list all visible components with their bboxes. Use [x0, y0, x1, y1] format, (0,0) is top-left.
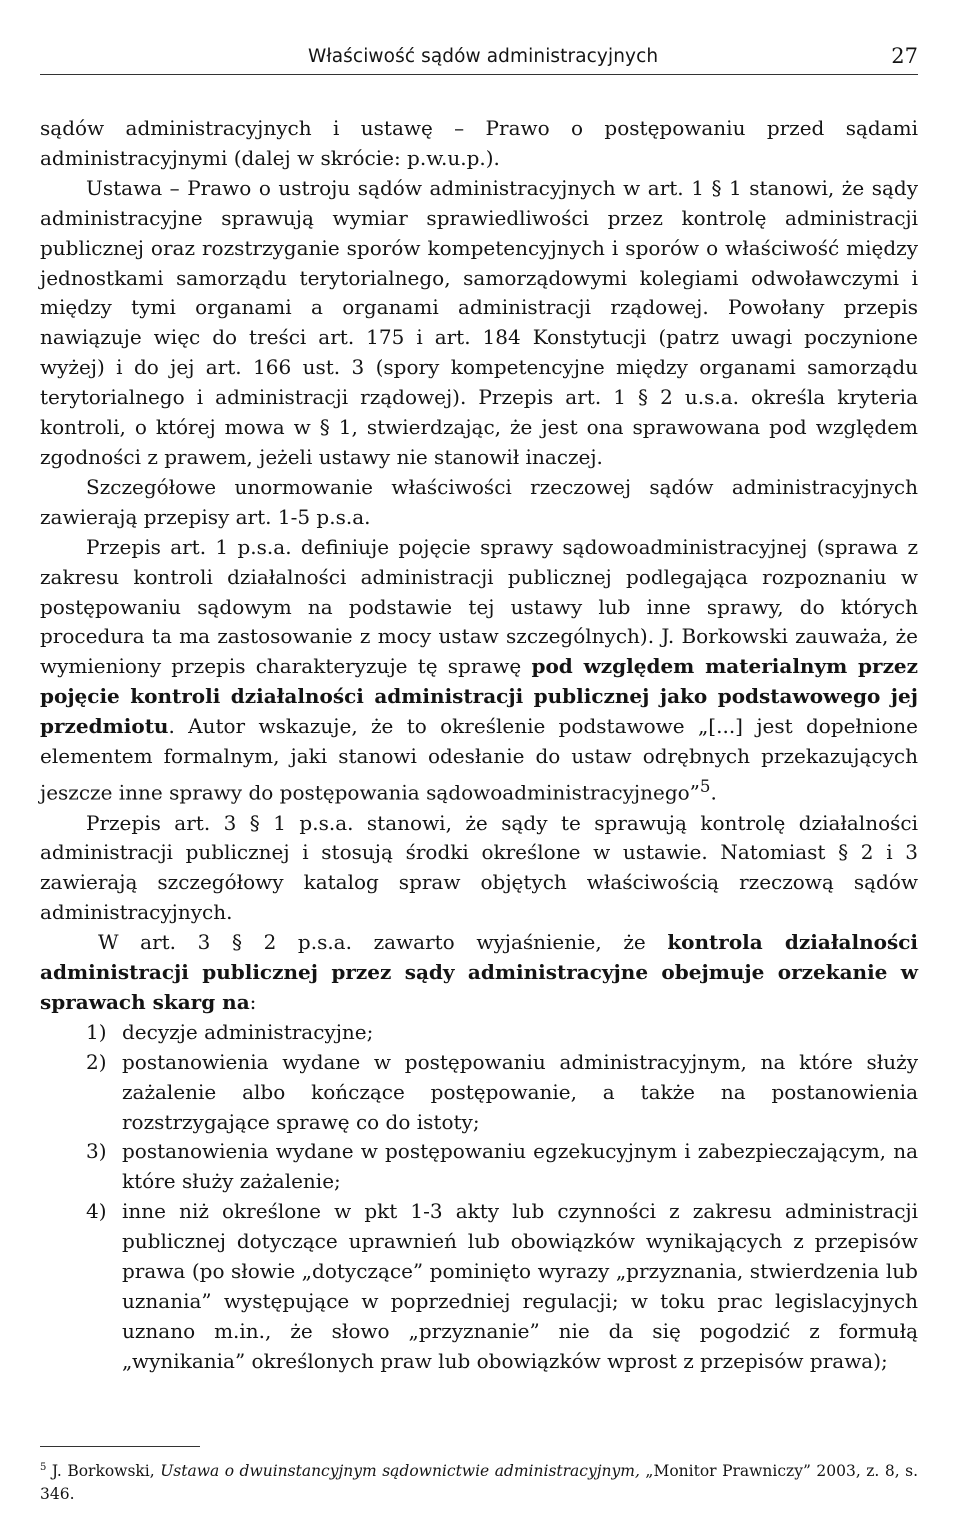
list-item-number: 3) [86, 1139, 107, 1164]
running-header [40, 44, 918, 75]
paragraph-6-text-b: : [249, 989, 257, 1014]
enumerated-list [40, 1018, 918, 1377]
footnote-author: J. Borkowski, [51, 1462, 155, 1481]
footnote-reference[interactable]: 5 [699, 776, 711, 796]
list-item-text: postanowienia wydane w postępowaniu egzekucyjnym i zabezpieczającym, na które służy zażalenie; [122, 1139, 918, 1194]
paragraph-1: sądów administracyjnych i ustawę – Prawo o postępowaniu przed sądami administracyjnymi (dalej w skrócie: p.w.u.p.). [40, 116, 918, 170]
list-item-number: 2) [86, 1049, 107, 1074]
list-item-number: 4) [86, 1199, 107, 1224]
paragraph-3: Szczegółowe unormowanie właściwości rzeczowej sądów administracyjnych zawierają przepisy art. 1-5 p.s.a. [40, 474, 918, 529]
paragraph-5: Przepis art. 3 § 1 p.s.a. stanowi, że sądy te sprawują kontrolę działalności administracji publicznej i stosują środki określone w ustawie. Natomiast § 2 i 3 zawierają szczegółowy katalog spraw objętych właściwością rzeczową sądów administracyjnych. [40, 810, 918, 925]
paragraph-4-emphasis: pod względem materialnym przez pojęcie kontroli działalności administracji publicznej jako podstawowego jej przedmiotu [40, 654, 919, 739]
paragraph-4-text-b: . Autor wskazuje, że to określenie podstawowe „[...] jest dopełnione elementem formalnym, jaki stanowi odesłanie do ustaw odrębnych przekazujących jeszcze inne sprawy do postępowania sądowoadministracyjnego” [40, 714, 918, 805]
paragraph-4 [40, 533, 918, 809]
list-item [40, 1197, 918, 1376]
list-item [40, 1048, 918, 1138]
footnote [40, 1456, 918, 1506]
list-item [40, 1018, 918, 1048]
paragraph-6-emphasis: kontrola działalności administracji publicznej przez sądy administracyjne obejmuje orzekanie w sprawach skarg na [40, 930, 918, 1014]
footnote-marker: 5 [40, 1462, 47, 1473]
page-number: 27 [891, 44, 918, 68]
footnote-separator [40, 1446, 200, 1447]
footnote-title: Ustawa o dwuinstancyjnym sądownictwie administracyjnym, [160, 1462, 640, 1481]
list-item-number: 1) [86, 1019, 107, 1044]
footnote-source: „Monitor Prawniczy” 2003, z. 8, s. 346. [40, 1462, 919, 1504]
list-item-text: postanowienia wydane w postępowaniu administracyjnym, na które służy zażalenie albo kończące postępowanie, a także na postanowienia rozstrzygające sprawę co do istoty; [122, 1049, 918, 1134]
paragraph-4-text-c: . [710, 780, 717, 805]
body-text [40, 114, 918, 1377]
list-item-text: decyzje administracyjne; [122, 1019, 374, 1044]
paragraph-2: Ustawa – Prawo o ustroju sądów administracyjnych w art. 1 § 1 stanowi, że sądy administracyjne sprawują wymiar sprawiedliwości przez kontrolę administracji publicznej oraz rozstrzyganie sporów kompetencyjnych i sporów o właściwość między jednostkami samorządu terytorialnego, samorządowymi kolegiami odwoławczymi i między tymi organami a organami administracji rządowej. Powołany przepis nawiązuje więc do treści art. 175 i art. 184 Konstytucji (patrz uwagi poczynione wyżej) i do jej art. 166 ust. 3 (spory kompetencyjne między organami samorządu terytorialnego i administracji rządowej). Przepis art. 1 § 2 u.s.a. określa kryteria kontroli, o której mowa w § 1, stwierdzając, że jest ona sprawowana pod względem zgodności z prawem, jeżeli ustawy nie stanowił inaczej. [40, 175, 918, 469]
paragraph-6 [40, 928, 918, 1018]
list-item [40, 1137, 918, 1197]
running-title: Właściwość sądów administracyjnych [308, 46, 659, 67]
paragraph-6-text-a: W art. 3 § 2 p.s.a. zawarto wyjaśnienie, że [98, 930, 646, 955]
paragraph-4-text-a: Przepis art. 1 p.s.a. definiuje pojęcie sprawy sądowoadministracyjnej (sprawa z zakresu kontroli działalności administracji publicznej podlegająca rozpoznaniu w postępowaniu sądowym na podstawie tej ustawy lub inne sprawy, do których procedura ta ma zastosowanie z mocy ustaw szczególnych). J. Borkowski zauważa, że wymieniony przepis charakteryzuje tę sprawę [40, 534, 918, 679]
list-item-text: inne niż określone w pkt 1-3 akty lub czynności z zakresu administracji publicznej dotyczące uprawnień lub obowiązków wynikających z przepisów prawa (po słowie „dotyczące” pominięto wyrazy „przyznania, stwierdzenia lub uznania” występujące w poprzedniej regulacji; w toku prac legislacyjnych uznano m.in., że słowo „przyznanie” nie da się pogodzić z formułą „wynikania” określonych praw lub obowiązków wprost z przepisów prawa); [122, 1199, 918, 1373]
